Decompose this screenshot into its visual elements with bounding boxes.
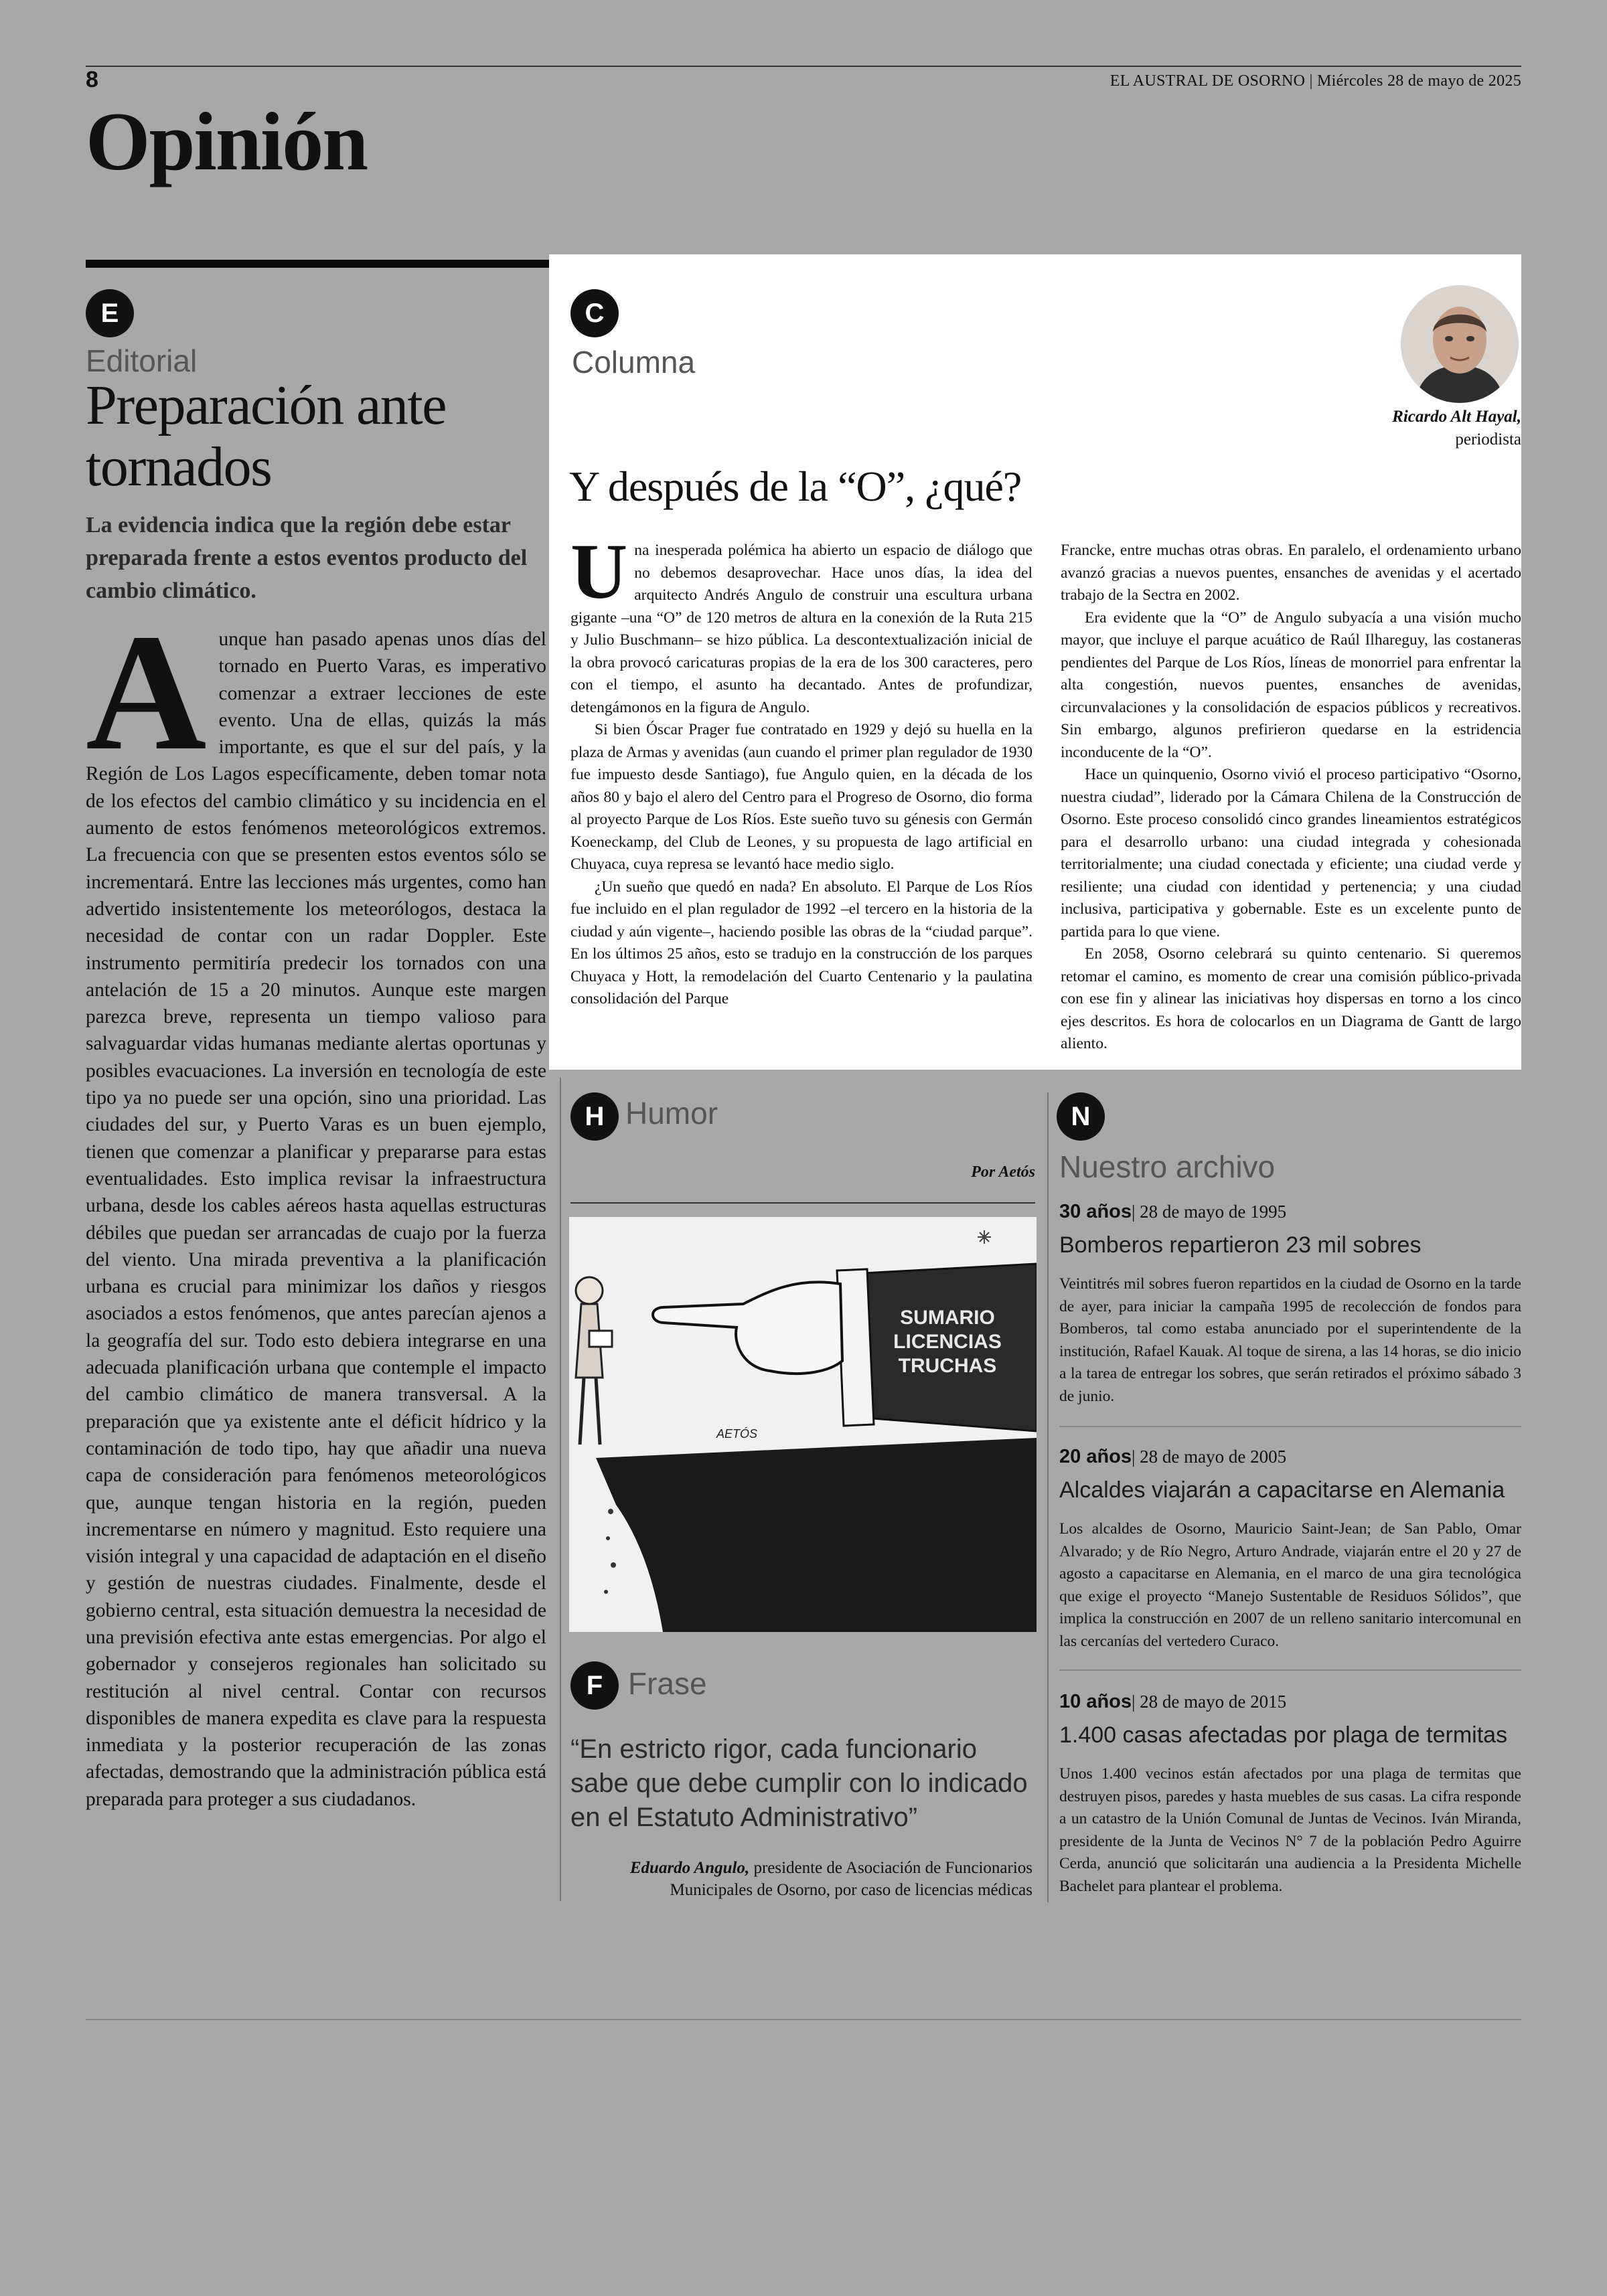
humor-rule xyxy=(570,1202,1035,1204)
author-byline xyxy=(1392,406,1521,451)
bottom-rule xyxy=(86,2019,1521,2020)
columna-badge: C xyxy=(570,289,619,337)
frase-attribution: Eduardo Angulo, presidente de Asociación de Funcionarios Municipales de Osorno, por caso de licencias médicas xyxy=(629,1859,1032,1899)
humor-kicker: Humor xyxy=(625,1096,718,1131)
archivo-item-body: Unos 1.400 vecinos están afectados por una plaga de termitas que destruyen pisos, paredes y hasta muebles de sus casas. La cifra responde a un catastro de la Unión Comunal de Juntas de Vecinos. Iván Miranda, presidente de la Junta de Vecinos N° 7 de la población Pedro Aguirre Cerda, anunció que solicitarán una audiencia a la Presidenta Michelle Bachelet para plantear el problema. xyxy=(1059,1765,1521,1895)
columna-paragraph: En 2058, Osorno celebrará su quinto centenario. Si queremos retomar el camino, es momento de crear una comisión público-privada con ese fin y alinear las iniciativas hoy dispersas en torno a los cinco ejes descritos. Es hora de colocarlos en un Diagrama de Gantt de largo aliento. xyxy=(1061,945,1521,1052)
column-divider xyxy=(560,1078,561,1901)
archivo-item xyxy=(1059,1691,1521,1898)
archivo-item-meta: 30 años| 28 de mayo de 1995 xyxy=(1059,1201,1287,1222)
publication-dateline: EL AUSTRAL DE OSORNO | Miércoles 28 de mayo de 2025 xyxy=(1109,72,1521,90)
author-portrait-icon xyxy=(1401,285,1519,403)
archivo-item xyxy=(1059,1446,1521,1653)
columna-headline: Y después de la “O”, ¿qué? xyxy=(569,463,1022,510)
cartoon-sign-line: SUMARIO xyxy=(900,1307,995,1329)
frase-quote: “En estricto rigor, cada funcionario sabe que debe cumplir con lo indicado en el Estatuto Administrativo” xyxy=(570,1734,1028,1832)
section-title: Opinión xyxy=(86,96,368,187)
columna-paragraph: Francke, entre muchas otras obras. En paralelo, el ordenamiento urbano avanzó gracias a nuevos puentes, ensanches de avenidas y el acertado trabajo de la Sectra en 2002. xyxy=(1061,542,1521,604)
archivo-rule xyxy=(1059,1669,1521,1671)
archivo-item-meta: 10 años| 28 de mayo de 2015 xyxy=(1059,1691,1287,1712)
archivo-item-body: Veintitrés mil sobres fueron repartidos en la ciudad de Osorno en la tarde de ayer, para iniciar la campaña 1995 de recolección de fondos para Bomberos, tal como estaba anunciado por el superintendente de la institución, Rafael Kauak. Al toque de sirena, a las 14 horas, se dio inicio a la tarea de entregar los sobres, que serán retirados el próximo sábado 3 de junio. xyxy=(1059,1275,1521,1405)
archivo-rule xyxy=(1059,1426,1521,1427)
author-name: Ricardo Alt Hayal, xyxy=(1392,408,1521,426)
archivo-item-body: Los alcaldes de Osorno, Mauricio Saint-Jean; de San Pablo, Omar Alvarado; y de Río Negro, Arturo Andrade, viajarán entre el 20 y 27 de agosto a capacitarse en Alemania, en el marco de una gira tecnológica que exige el proyecto “Manejo Sustentable de Residuos Sólidos”, que implica la construcción en 2007 de un relleno sanitario intercomunal en las cercanías del vertedero Curaco. xyxy=(1059,1520,1521,1650)
humor-badge: H xyxy=(570,1092,619,1141)
humor-cartoon xyxy=(569,1217,1037,1632)
editorial-body xyxy=(86,600,546,1813)
cartoon-signature: AETÓS xyxy=(716,1427,758,1441)
archivo-item-title: Bomberos repartieron 23 mil sobres xyxy=(1059,1232,1422,1258)
editorial-headline: Preparación ante tornados xyxy=(86,374,447,498)
cartoon-sign-line: LICENCIAS xyxy=(893,1331,1002,1353)
editorial-text: unque han pasado apenas unos días del tornado en Puerto Varas, es imperativo comenzar a extraer lecciones de este evento. Una de ellas, quizás la más importante, es que el sur del país, y la Región de Los Lagos específicamente, deben tomar nota de los efectos del cambio climático y su incidencia en el aumento de estos fenómenos meteorológicos extremos. La frecuencia con que se presenten estos eventos sólo se incrementará. Entre las lecciones más urgentes, como han advertido insistentemente los meteorólogos, destaca la necesidad de contar con un radar Doppler. Este instrumento permitiría predecir los tornados con una antelación de 15 a 20 minutos. Aunque este margen parezca breve, representa un tiempo valioso para salvaguardar vidas humanas mediante alertas oportunas y posibles evacuaciones. La inversión en tecnología de este tipo ya no puede ser una opción, sino una prioridad. Las ciudades del sur, y Puerto Varas es un buen ejemplo, tienen que comenzar a planificar y prepararse para estas eventualidades. Esto implica revisar la infraestructura urbana, desde los cables aéreos hasta aquellas estructuras débiles que puedan ser arrancadas de cuajo por la fuerza del viento. Una mirada preventiva a la planificación urbana es crucial para minimizar los daños y riesgos asociados a estos fenómenos, que antes parecían ajenos a la geografía del sur. Todo esto debiera integrarse en una adecuada planificación urbana que contemple el impacto del cambio climático de manera transversal. A la preparación que ya existente ante el déficit hídrico y la contaminación de todo tipo, hay que añadir una nueva capa de consideración para fenómenos meteorológicos que, aunque tengan historia en la región, pueden incrementarse en número y magnitud. Esto requiere una visión integral y una capacidad de adaptación en el diseño y gestión de nuestras ciudades. Finalmente, desde el gobierno central, esta situación demuestra la necesidad de una previsión efectiva ante estas emergencias. Por algo el gobernador y consejeros regionales han solicitado su restitución al nivel central. Contar con recursos disponibles de manera expedita es clave para la respuesta inmediata y la posterior recuperación de las zonas afectadas, demostrando que la administración pública está preparada para proteger a sus ciudadanos. xyxy=(86,629,546,1810)
editorial-badge: E xyxy=(86,289,134,337)
cartoon-drawing-icon xyxy=(569,1217,1037,1632)
columna-text-right xyxy=(1061,540,1521,1056)
archivo-kicker: Nuestro archivo xyxy=(1059,1149,1276,1184)
columna-dropcap: U xyxy=(570,527,628,615)
columna-kicker: Columna xyxy=(572,345,696,380)
top-rule xyxy=(86,66,1521,67)
archivo-item-title: Alcaldes viajarán a capacitarse en Alemania xyxy=(1059,1477,1505,1503)
frase-badge: F xyxy=(570,1661,619,1710)
archivo-badge: N xyxy=(1057,1092,1105,1141)
columna-paragraph: Si bien Óscar Prager fue contratado en 1929 y dejó su huella en la plaza de Armas y avenidas (aun cuando el primer plan regulador de 1930 fue impuesto desde Santiago), fue Angulo quien, en la década de los años 80 y bajo el alero del Centro para el Progreso de Osorno, dio forma al proyecto Parque de Los Ríos. Este sueño tuvo su génesis con Germán Koeneckamp, del Club de Leones, y su propuesta de lago artificial en Chuyaca, cuya represa se levantó hace medio siglo. xyxy=(570,721,1032,873)
author-avatar xyxy=(1401,285,1519,403)
editorial-deck: La evidencia indica que la región debe estar preparada frente a estos eventos producto del cambio climático. xyxy=(86,513,528,603)
archivo-item-meta: 20 años| 28 de mayo de 2005 xyxy=(1059,1446,1287,1467)
cartoon-sign-line: TRUCHAS xyxy=(898,1355,997,1377)
columna-paragraph: ¿Un sueño que quedó en nada? En absoluto. El Parque de Los Ríos fue incluido en el plan regulador de 1992 –el tercero en la historia de la ciudad y aún vigente–, haciendo posible las obras de la “ciudad parque”. En los últimos 25 años, esto se tradujo en la construcción de los parques Chuyaca y Hott, la remodelación del Cuarto Centenario y la paulatina consolidación del Parque xyxy=(570,878,1032,1007)
page-number: 8 xyxy=(86,67,98,92)
columna-paragraph: Una inesperada polémica ha abierto un espacio de diálogo que no debemos desaprovechar. Hace unos días, la idea del arquitecto Andrés Angulo de construir una escultura urbana gigante –una “O” de 120 metros de altura en la conexión de la Ruta 215 y Julio Buschmann– se hizo pública. La descontextualización inicial de la obra provocó caricaturas propias de la era de los 300 caracteres, pero con el tiempo, el asunto ha decantado. Antes de profundizar, detengámonos en la figura de Angulo. xyxy=(570,527,1032,716)
humor-credit: Por Aetós xyxy=(971,1163,1035,1181)
columna-text-left xyxy=(570,527,1032,1011)
archivo-item xyxy=(1059,1201,1521,1408)
author-role: periodista xyxy=(1455,430,1521,448)
editorial-kicker: Editorial xyxy=(86,343,198,378)
archivo-item-title: 1.400 casas afectadas por plaga de termitas xyxy=(1059,1722,1508,1748)
archive-divider xyxy=(1047,1092,1049,1902)
columna-paragraph: Era evidente que la “O” de Angulo subyacía a una visión mucho mayor, que incluye el parque acuático de Raúl Ilhareguy, las costaneras pendientes del Parque de Los Ríos, líneas de monorriel para enfrentar la alta congestión, nuevos puentes, ensanches de avenidas, circunvalaciones y la consolidación de espacios públicos y recreativos. Sin embargo, algunos prefirieron quedarse en la estridencia inconducente de la “O”. xyxy=(1061,608,1521,761)
columna-paragraph: Hace un quinquenio, Osorno vivió el proceso participativo “Osorno, nuestra ciudad”, liderado por la Cámara Chilena de la Construcción de Osorno. Este proceso consolidó cinco grandes lineamientos estratégicos para el desarrollo urbano: una ciudad integrada y cohesionada territorialmente; una ciudad conectada y eficiente; una ciudad verde y resiliente; una ciudad con identidad y pertenencia; y una ciudad inclusiva, participativa y gobernable. Este es un excelente punto de partida para lo que viene. xyxy=(1061,766,1521,940)
frase-kicker: Frase xyxy=(628,1666,707,1701)
editorial-dropcap: A xyxy=(86,600,207,785)
